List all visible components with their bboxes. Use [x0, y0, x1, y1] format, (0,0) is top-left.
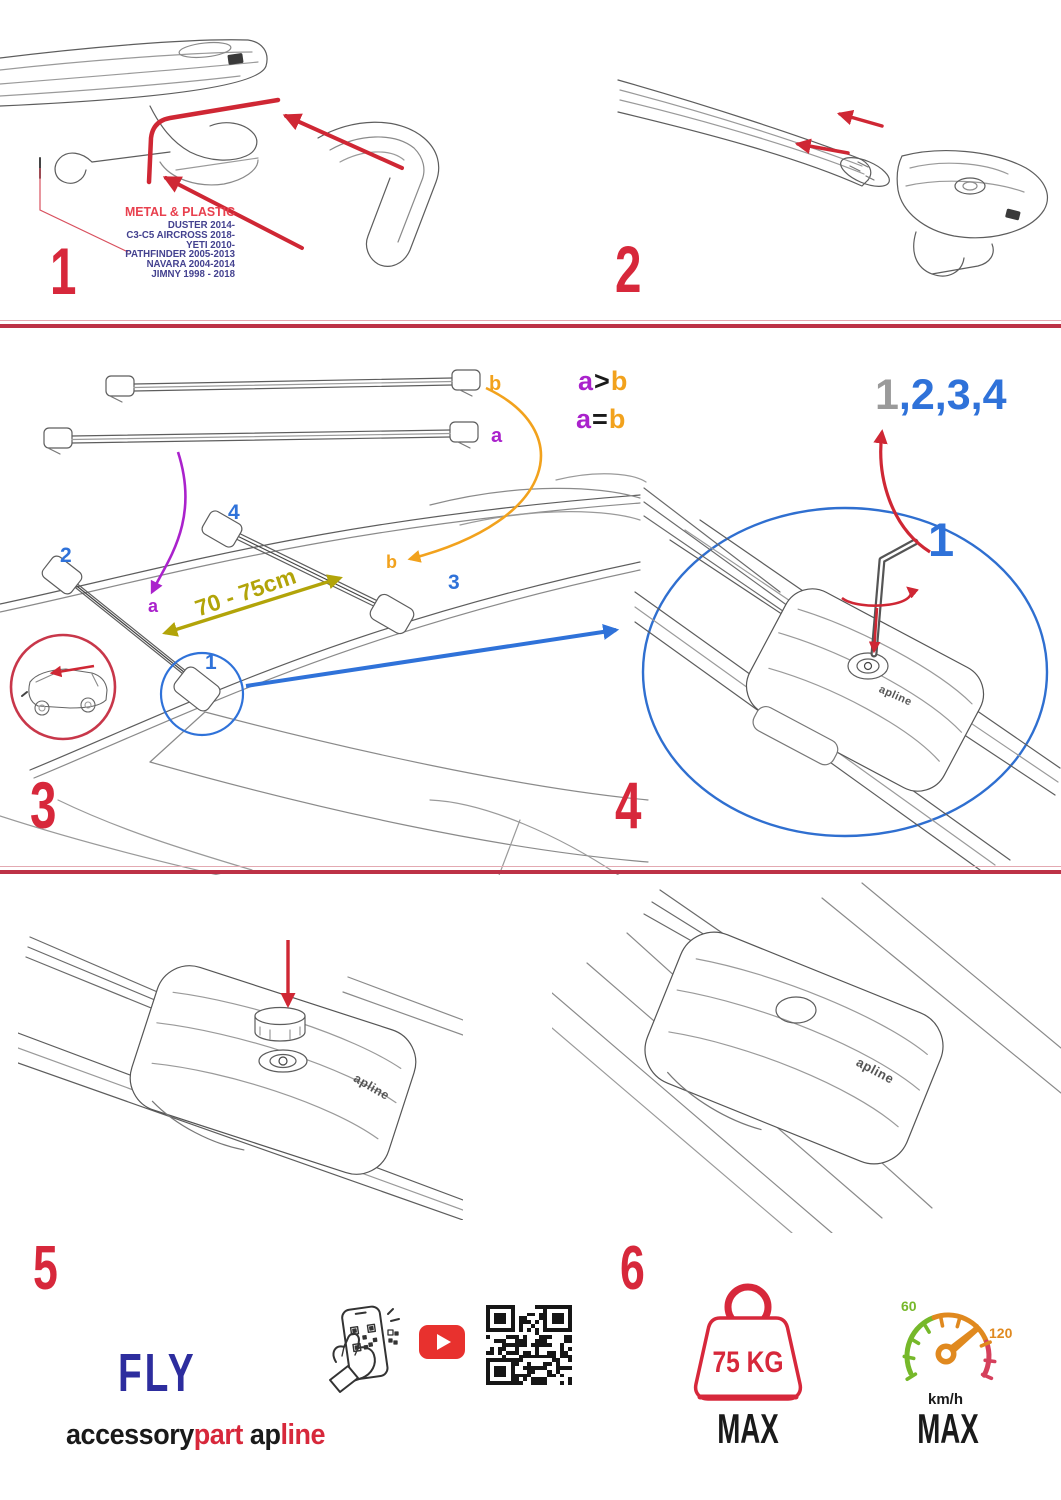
roof-bar-b-label: b: [386, 552, 397, 572]
step-2-number: 2: [615, 232, 640, 306]
step5-cap-press-scene: [18, 885, 463, 1220]
step-5-number: 5: [33, 1234, 57, 1303]
rule1-b: b: [610, 366, 629, 396]
model-line: YETI 2010-: [186, 238, 235, 251]
step3-roof-install-scene: [0, 330, 660, 875]
model-line: JIMNY 1998 - 2018: [151, 267, 235, 280]
bar-a-label: a: [491, 425, 503, 447]
step-6-number: 6: [620, 1234, 644, 1303]
scan-qr-phone-icon: [322, 1300, 402, 1400]
rule2-b: b: [608, 404, 627, 434]
foot-position-4: 4: [228, 501, 240, 524]
material-label: METAL & PLASTIC: [124, 204, 235, 219]
red-edge-band: [149, 100, 278, 182]
brand-part: part: [193, 1419, 243, 1451]
length-rule-1: [578, 368, 628, 395]
length-rule-2: [576, 406, 626, 433]
foot-position-3: 3: [448, 571, 460, 594]
max-weight-value: 75 KG: [712, 1346, 784, 1379]
youtube-icon: [418, 1324, 466, 1360]
qr-code: [486, 1305, 572, 1385]
brand-wordmark: [66, 1419, 325, 1452]
max-speed-label: MAX: [917, 1405, 979, 1452]
speed-unit-label: km/h: [928, 1391, 964, 1408]
rule2-op: =: [592, 404, 609, 434]
step-3-number: 3: [30, 768, 55, 842]
bar-b-label: b: [489, 373, 502, 395]
rule1-op: >: [594, 366, 611, 396]
foot-logo-step6: apline: [853, 1054, 897, 1087]
foot-position-1: 1: [205, 651, 217, 674]
model-line: DUSTER 2014-: [167, 219, 235, 231]
product-name: FLY: [118, 1343, 197, 1403]
step2-slide-foot-drawing: [610, 40, 1060, 305]
brand-line: line: [280, 1419, 326, 1451]
section-divider-1: [0, 320, 1061, 328]
sequence-first: 1: [875, 371, 899, 419]
foot-position-2: 2: [60, 544, 72, 567]
rule2-a: a: [576, 404, 593, 434]
step-4-number: 4: [615, 768, 640, 842]
step4-tighten-scene: [630, 370, 1061, 872]
orange-guide-curve: [410, 388, 541, 559]
sequence-rest: ,2,3,4: [898, 371, 1007, 419]
distance-label: 70 - 75cm: [191, 562, 300, 622]
foot-logo-step4: apline: [877, 683, 914, 709]
section-divider-2: [0, 866, 1061, 874]
foot-logo-step5: apline: [351, 1071, 393, 1103]
vehicle-model-list: [69, 221, 235, 280]
brand-accessory: accessory: [66, 1419, 194, 1451]
step-1-number: 1: [50, 234, 75, 308]
speed-low-label: 60: [901, 1298, 917, 1314]
max-weight-label: MAX: [717, 1405, 779, 1452]
model-line: PATHFINDER 2005-2013: [125, 248, 235, 261]
rule1-a: a: [578, 366, 595, 396]
model-line: C3-C5 AIRCROSS 2018-: [126, 228, 235, 241]
roof-bar-a-label: a: [148, 596, 159, 616]
step6-finished-scene: [552, 878, 1061, 1233]
car-direction-inset-circle: [11, 635, 115, 739]
red-arrow-upper: [840, 114, 882, 126]
brand-ap: ap: [249, 1419, 281, 1451]
speed-high-label: 120: [989, 1325, 1013, 1341]
tighten-sequence: [875, 371, 1007, 419]
model-line: NAVARA 2004-2014: [146, 258, 235, 271]
callout-number-1: 1: [928, 513, 955, 566]
